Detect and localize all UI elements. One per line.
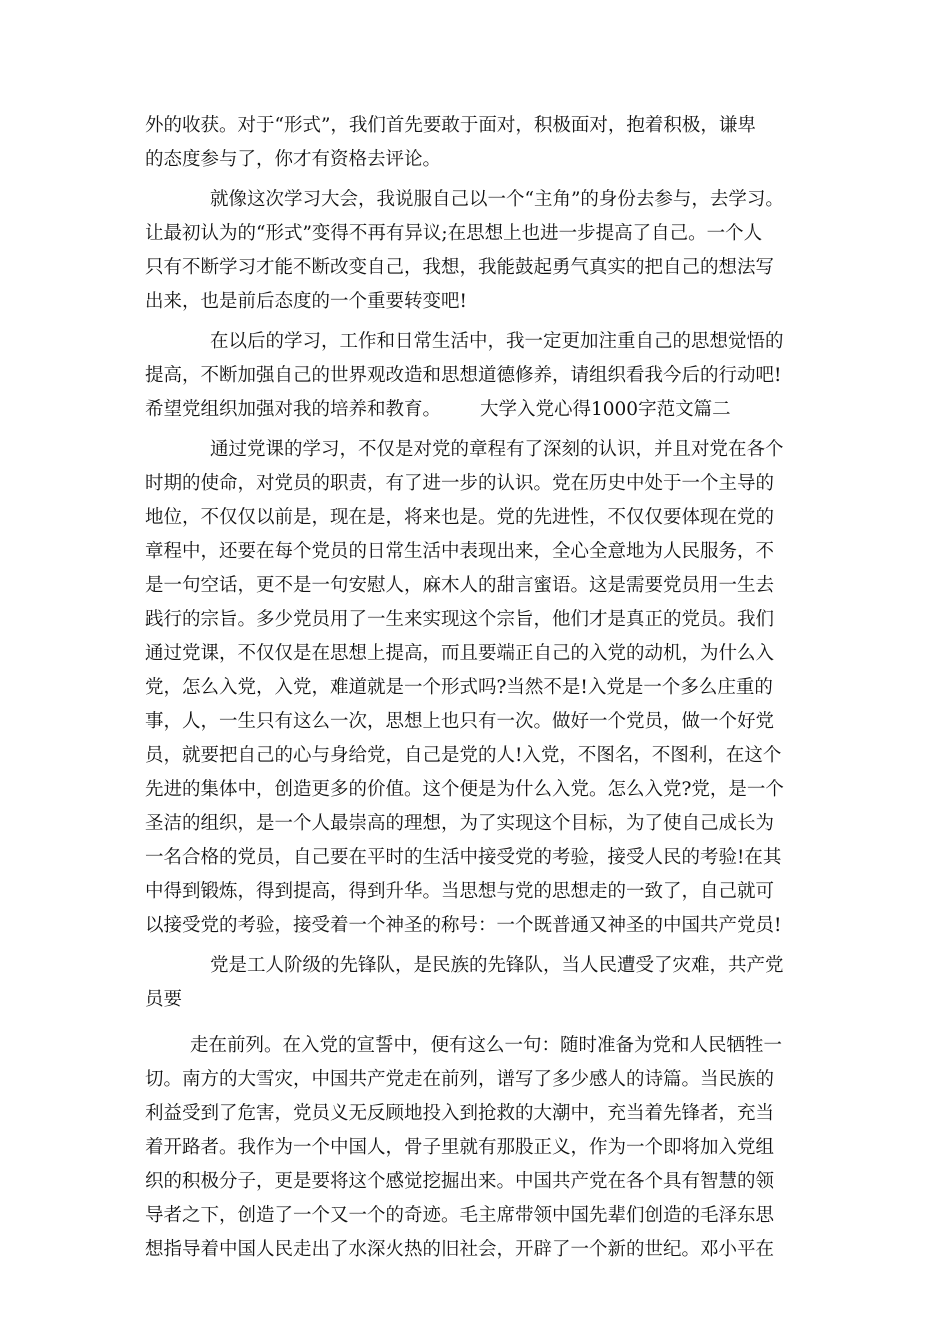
text-line: 章程中，还要在每个党员的日常生活中表现出来，全心全意地为人民服务，不 [145,541,775,562]
text-line: 以接受党的考验，接受着一个神圣的称号：一个既普通又神圣的中国共产党员! [145,915,782,936]
text-line: 先进的集体中，创造更多的价值。这个便是为什么入党。怎么入党?党，是一个 [145,779,784,800]
text-line: 利益受到了危害，党员义无反顾地投入到抢救的大潮中，充当着先锋者，充当 [145,1103,775,1124]
text-line: 想指导着中国人民走出了水深火热的旧社会，开辟了一个新的世纪。邓小平在 [145,1239,775,1260]
text-line: 党，怎么入党，入党，难道就是一个形式吗?当然不是!入党是一个多么庄重的 [145,677,773,698]
text-line: 事，人，一生只有这么一次，思想上也只有一次。做好一个党员，做一个好党 [145,711,775,732]
text-line: 希望党组织加强对我的培养和教育。 [145,399,442,420]
text-line: 切。南方的大雪灾，中国共产党走在前列，谱写了多少感人的诗篇。当民族的 [145,1069,775,1090]
text-line: 提高，不断加强自己的世界观改造和思想道德修养，请组织看我今后的行动吧! [145,365,782,386]
text-line: 只有不断学习才能不断改变自己，我想，我能鼓起勇气真实的把自己的想法写 [145,257,775,278]
text-line: 中得到锻炼，得到提高，得到升华。当思想与党的思想走的一致了，自己就可 [145,881,775,902]
text-line: 着开路者。我作为一个中国人，骨子里就有那股正义，作为一个即将加入党组 [145,1137,775,1158]
text-line: 导者之下，创造了一个又一个的奇迹。毛主席带领中国先辈们创造的毛泽东思 [145,1205,775,1226]
text-line: 地位，不仅仅以前是，现在是，将来也是。党的先进性，不仅仅要体现在党的 [145,507,775,528]
text-line: 出来，也是前后态度的一个重要转变吧! [145,291,467,312]
text-line: 通过党课的学习，不仅是对党的章程有了深刻的认识，并且对党在各个 [210,439,784,460]
text-line: 是一句空话，更不是一句安慰人，麻木人的甜言蜜语。这是需要党员用一生去 [145,575,775,596]
text-line: 一名合格的党员，自己要在平时的生活中接受党的考验，接受人民的考验!在其 [145,847,782,868]
text-line: 员要 [145,989,183,1010]
text-line: 时期的使命，对党员的职责，有了进一步的认识。党在历史中处于一个主导的 [145,473,775,494]
text-line: 就像这次学习大会，我说服自己以一个“主角”的身份去参与，去学习。 [210,189,784,210]
text-line: 的态度参与了，你才有资格去评论。 [145,149,442,170]
text-line: 让最初认为的“形式”变得不再有异议;在思想上也进一步提高了自己。一个人 [145,223,763,244]
section-heading: 大学入党心得1000字范文篇二 [480,399,731,420]
text-line: 外的收获。对于“形式”，我们首先要敢于面对，积极面对，抱着积极，谦卑 [145,115,756,136]
text-line: 织的积极分子，更是要将这个感觉挖掘出来。中国共产党在各个具有智慧的领 [145,1171,775,1192]
text-line: 走在前列。在入党的宣誓中，便有这么一句：随时准备为党和人民牺牲一 [190,1035,783,1056]
text-line: 员，就要把自己的心与身给党，自己是党的人!入党，不图名，不图利，在这个 [145,745,782,766]
text-line: 在以后的学习，工作和日常生活中，我一定更加注重自己的思想觉悟的 [210,331,784,352]
text-line: 践行的宗旨。多少党员用了一生来实现这个宗旨，他们才是真正的党员。我们 [145,609,775,630]
text-line: 圣洁的组织，是一个人最崇高的理想，为了实现这个目标，为了使自己成长为 [145,813,775,834]
text-line: 通过党课，不仅仅是在思想上提高，而且要端正自己的入党的动机，为什么入 [145,643,775,664]
text-line: 党是工人阶级的先锋队，是民族的先锋队，当人民遭受了灾难，共产党 [210,955,784,976]
